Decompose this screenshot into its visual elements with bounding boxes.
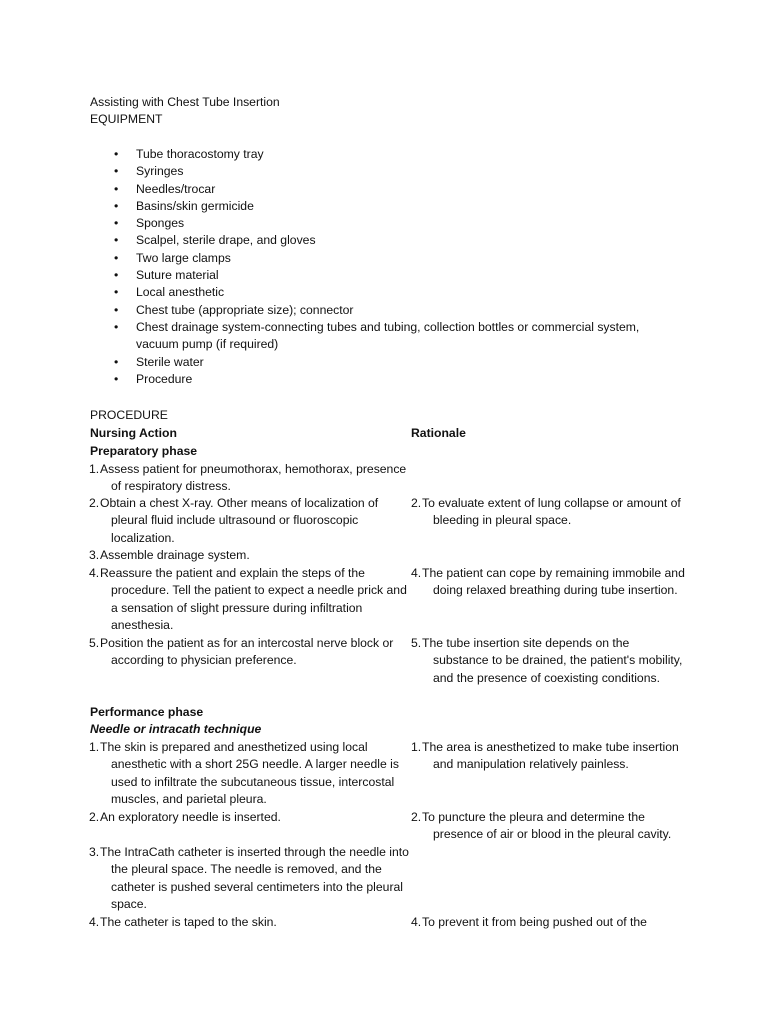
equipment-heading: EQUIPMENT <box>90 112 163 126</box>
list-item: • Suture material <box>0 267 676 284</box>
action-step: 3. Assemble drainage system. <box>89 548 250 562</box>
action-step: 1. The skin is prepared and anesthetized using local anesthetic with a short 25G needle. A larger needle is used to infiltrate the subcutaneous tissue, intercostal muscles, and parietal pleura. <box>89 740 399 806</box>
bullet-icon: • <box>114 164 119 179</box>
list-item: • Local anesthetic <box>0 284 676 301</box>
list-item: • Syringes <box>0 163 676 180</box>
bullet-icon: • <box>114 181 119 196</box>
list-item: • Needles/trocar <box>0 181 676 198</box>
column-header-rationale: Rationale <box>411 426 466 440</box>
rationale-step: 4. The patient can cope by remaining immobile and doing relaxed breathing during tube insertion. <box>411 566 685 598</box>
action-step: 2. Obtain a chest X-ray. Other means of localization of pleural fluid include ultrasound or fluoroscopic localization. <box>89 496 379 545</box>
list-item: • Two large clamps <box>0 250 676 267</box>
action-step: 1. Assess patient for pneumothorax, hemothorax, presence of respiratory distress. <box>89 462 407 494</box>
action-step: 3. The IntraCath catheter is inserted through the needle into the pleural space. The needle is removed, and the catheter is pushed several centimeters into the pleural space. <box>89 845 409 911</box>
list-item: • Scalpel, sterile drape, and gloves <box>0 232 676 249</box>
action-step: 2. An exploratory needle is inserted. <box>89 810 281 824</box>
list-item: • Basins/skin germicide <box>0 198 676 215</box>
action-step: 4. The catheter is taped to the skin. <box>89 915 277 929</box>
preparatory-phase-heading: Preparatory phase <box>90 444 198 458</box>
technique-heading: Needle or intracath technique <box>90 722 262 736</box>
bullet-icon: • <box>114 250 119 265</box>
action-step: 4. Reassure the patient and explain the steps of the procedure. Tell the patient to expect a needle prick and a sensation of slight pressure during infiltration anesthesia. <box>89 566 407 632</box>
list-item: • Sponges <box>0 215 676 232</box>
bullet-icon: • <box>114 302 119 317</box>
performance-phase-heading: Performance phase <box>90 705 204 719</box>
rationale-step: 2. To puncture the pleura and determine the presence of air or blood in the pleural cavity. <box>411 810 672 842</box>
list-item: • Procedure <box>0 371 676 388</box>
list-item: • Chest drainage system-connecting tubes and tubing, collection bottles or commercial system, vacuum pump (if required) <box>114 319 640 352</box>
equipment-list <box>0 146 768 388</box>
rationale-step: 2. To evaluate extent of lung collapse or amount of bleeding in pleural space. <box>411 496 681 528</box>
column-header-nursing-action: Nursing Action <box>90 426 177 440</box>
bullet-icon: • <box>114 233 119 248</box>
bullet-icon: • <box>114 354 119 369</box>
list-item: • Chest tube (appropriate size); connector <box>0 302 676 319</box>
bullet-icon: • <box>114 216 119 231</box>
list-item: • Tube thoracostomy tray <box>0 146 676 163</box>
action-step: 5. Position the patient as for an intercostal nerve block or according to physician preference. <box>89 636 394 668</box>
document-title: Assisting with Chest Tube Insertion <box>90 95 280 109</box>
bullet-icon: • <box>114 285 119 300</box>
rationale-step: 1. The area is anesthetized to make tube insertion and manipulation relatively painless. <box>411 740 679 772</box>
rationale-step: 5. The tube insertion site depends on the substance to be drained, the patient's mobility, and the presence of coexisting conditions. <box>411 636 683 685</box>
list-item: • Sterile water <box>0 354 676 371</box>
procedure-heading: PROCEDURE <box>90 408 168 422</box>
bullet-icon: • <box>114 198 119 213</box>
rationale-step: 4. To prevent it from being pushed out of the <box>411 915 647 929</box>
bullet-icon: • <box>114 147 119 161</box>
bullet-icon: • <box>114 319 119 334</box>
bullet-icon: • <box>114 371 119 386</box>
bullet-icon: • <box>114 268 119 283</box>
